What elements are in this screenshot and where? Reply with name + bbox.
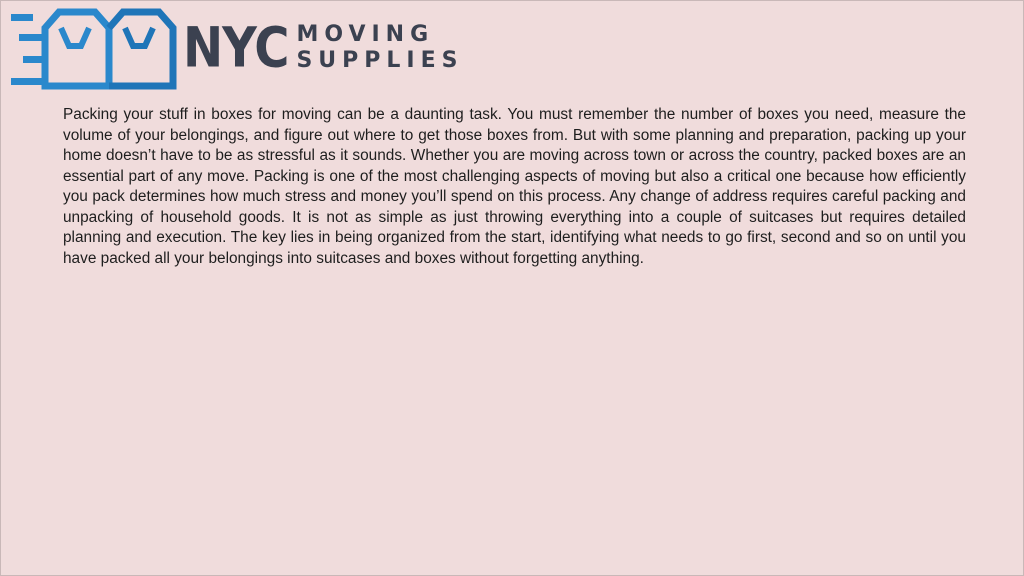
- logo: [9, 5, 464, 91]
- body-paragraph: Packing your stuff in boxes for moving can be a daunting task. You must remember the number of boxes you need, measure the volume of your belongings, and figure out where to get those boxes from. But with some planning and preparation, packing up your home doesn’t have to be as stressful as it sounds. Whether you are moving across town or across the country, packed boxes are an essential part of any move. Packing is one of the most challenging aspects of moving but also a critical one because how efficiently you pack determines how much stress and money you’ll spend on this process. Any change of address requires careful packing and unpacking of household goods. It is not as simple as just throwing everything into a couple of suitcases but requires detailed planning and execution. The key lies in being organized from the start, identifying what needs to go first, second and so on until you have packed all your belongings into suitcases and boxes without forgetting anything.: [63, 106, 966, 267]
- brand-tagline-line2: SUPPLIES: [296, 48, 464, 73]
- moving-boxes-icon: [9, 6, 179, 90]
- brand-name: NYC: [183, 15, 289, 81]
- brand-tagline-line1: MOVING: [296, 22, 435, 47]
- brand-tagline: [296, 22, 463, 74]
